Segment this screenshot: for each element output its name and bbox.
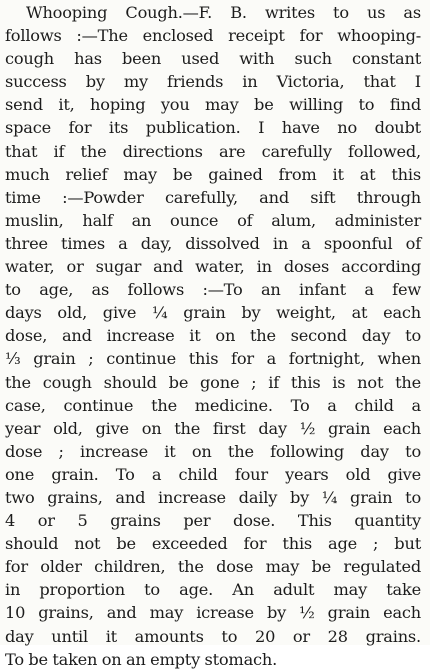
article-line: 10 grains, and may icrease by ½ grain each <box>5 603 421 623</box>
article-line: should not be exceeded for this age ; but <box>5 534 421 554</box>
article-line: send it, hoping you may be willing to find <box>5 95 421 115</box>
article-line: two grains, and increase daily by ¼ grain to <box>5 487 421 507</box>
article-line: dose ; increase it on the following day to <box>5 441 421 461</box>
article-line: ⅓ grain ; continue this for a fortnight, when <box>5 349 421 369</box>
article-line: that if the directions are carefully followed, <box>5 141 421 161</box>
article-line: To be taken on an empty stomach. <box>5 649 278 669</box>
article-line: the cough should be gone ; if this is not the <box>5 372 421 392</box>
article-line: success by my friends in Victoria, that I <box>5 72 421 92</box>
article-line: much relief may be gained from it at this <box>5 164 421 184</box>
article-line: space for its publication. I have no doubt <box>5 118 421 138</box>
article-line: to age, as follows :—To an infant a few <box>5 280 421 300</box>
article-line: case, continue the medicine. To a child a <box>5 395 421 415</box>
article-line: day until it amounts to 20 or 28 grains. <box>5 626 421 646</box>
article-line: year old, give on the first day ½ grain each <box>5 418 421 438</box>
article-line: follows :—The enclosed receipt for whooping- <box>5 26 421 46</box>
article-line: for older children, the dose may be regulated <box>5 557 421 577</box>
article-line: cough has been used with such constant <box>5 49 421 69</box>
article-line: one grain. To a child four years old give <box>5 464 421 484</box>
article-line-heading: Whooping Cough.—F. B. writes to us as <box>26 3 421 22</box>
article-line: in proportion to age. An adult may take <box>5 580 421 600</box>
article-line: time :—Powder carefully, and sift through <box>5 187 421 207</box>
article-column <box>5 1 421 671</box>
article-line: muslin, half an ounce of alum, administer <box>5 210 421 230</box>
article-line: water, or sugar and water, in doses according <box>5 257 421 277</box>
article-line: three times a day, dissolved in a spoonful of <box>5 233 421 253</box>
article-line: dose, and increase it on the second day to <box>5 326 421 346</box>
article-line: 4 or 5 grains per dose. This quantity <box>5 511 421 531</box>
article-line: days old, give ¼ grain by weight, at each <box>5 303 421 323</box>
